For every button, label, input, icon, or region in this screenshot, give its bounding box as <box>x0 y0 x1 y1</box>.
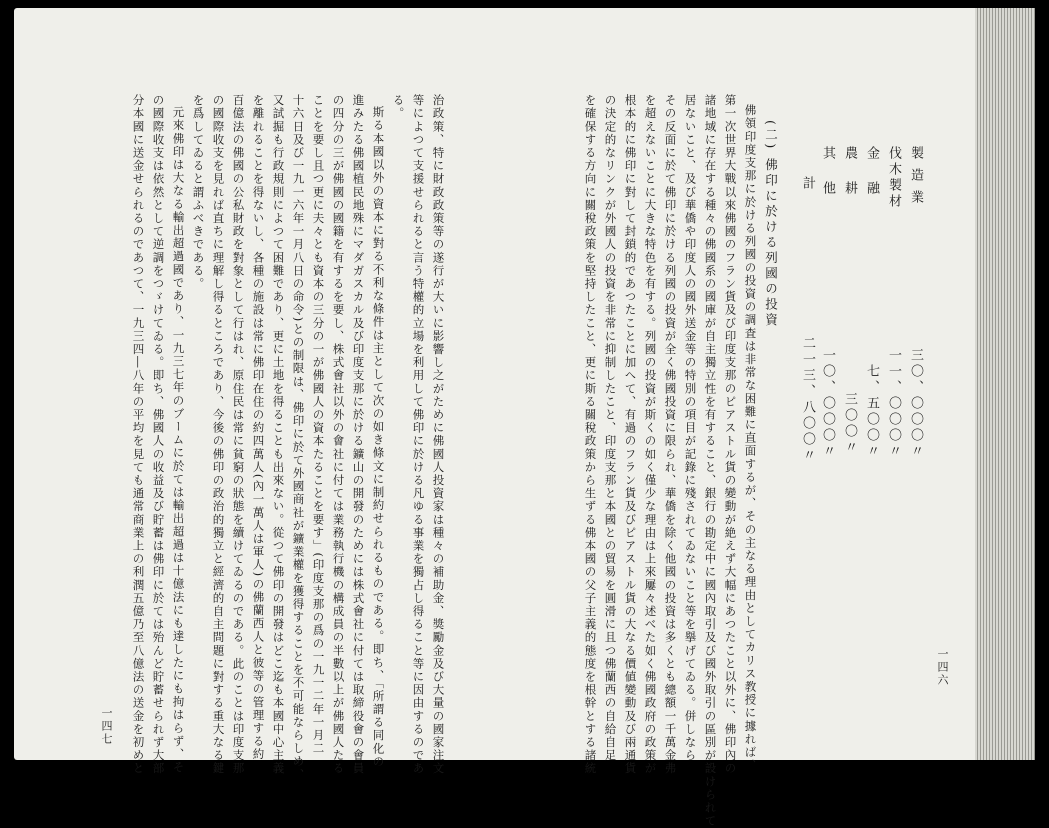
table-label: 計 <box>800 176 815 198</box>
text-column: る。 <box>391 94 406 121</box>
table-value: 二一三、八〇〇〃 <box>800 336 815 464</box>
text-column: 第一次世界大戰以來佛國のフラン貨及び印度支那のピアストル貨の變動が絶えず大幅にあつたこと以外に、佛印內の <box>723 94 738 776</box>
right-page <box>516 8 1035 828</box>
text-column: 諸地域に存在する種々の佛國系の國庫が自主獨立性を有すること、銀行の勘定中に國內取引及び國外取引の區別が設けられて <box>703 94 718 828</box>
left-page <box>14 8 516 782</box>
text-column: 根本的に佛印に對して封鎖的であつたことに加へて、有過のフラン貨及びピアストル貨の大なる價値變動及び兩通貨 <box>623 94 638 776</box>
text-column: 分本國に送金せられるのであつて、一九三四―八年の平均を見ても通常商業上の利潤五億乃至八億法の送金を初めと <box>131 94 146 776</box>
text-column: 佛領印度支那に於ける列國の投資の調査は非常な困難に直面するが、その主なる理由としてカリス教授に據れば、 <box>743 104 758 773</box>
page-number: 一四六 <box>936 648 949 687</box>
text-column: を爲してゐると謂ふべきである。 <box>191 94 206 291</box>
text-column: 斯る本國以外の資本に對る不利な條件は主として次の如き條文に制約せられるものである。即ち、「所謂る同化の <box>371 106 386 769</box>
text-column: の國際收支は依然として逆調をつゞけてゐる。即ち、佛國人の收益及び貯蓄は佛印に於ては殆んど貯蓄せられず大部 <box>151 94 166 776</box>
text-column: その反面に於て佛印に於ける列國の投資が全く佛國投資に限られ、華僑を除く他國の投資は多くとも總額一千萬金弗 <box>663 94 678 776</box>
text-column: を離れることを得ないし、各種の施設は常に佛印在住の約四萬人(內一萬人は軍人)の佛蘭西人と彼等の管理する約 <box>251 94 266 762</box>
text-column: 進みたる佛國植民地殊にマダガスカル及び印度支那に於ける鑛山の開發のためには株式會社に付ては取締役會の會員 <box>351 94 366 776</box>
table-label: 伐木製材 <box>886 146 901 210</box>
table-label: 其他 <box>820 146 835 216</box>
table-value: 三〇〇〃 <box>842 392 857 456</box>
page-edge <box>975 8 1035 760</box>
text-column: の決定的なリンクが外國人の投資を非常に抑制したこと、印度支那と本國との貿易を圓滑に且つ佛蘭西の自給自足 <box>603 94 618 763</box>
table-label: 農耕 <box>842 146 857 216</box>
table-value: 一一、〇〇〇〃 <box>886 348 901 460</box>
text-column: ことを要し且つ更に夫々とも資本の三分の一が佛國人の資本たることを要す」(印度支那の爲の一九一二年一月二 <box>311 94 326 756</box>
text-column: 元來佛印は大なる輸出超過國であり、一九三七年のブームに於ては輸出超過は十億法にも達したにも拘はらず、そ <box>171 106 186 775</box>
text-column: 十六日及び一九一六年一月八日の命令)との制限は、佛印に於て外國商社が鑛業權を獲得することを不可能ならしめ、 <box>291 94 306 782</box>
table-label: 金融 <box>864 146 879 216</box>
text-column: を超えないことに大きな特色を有する。列國の投資が斯くの如く僅少な理由は上來屢々述べた如く佛國政府の政策が <box>643 94 658 776</box>
table-value: 一〇、〇〇〇〃 <box>820 348 835 460</box>
section-title: (二) 佛印に於ける列國の投資 <box>763 120 779 329</box>
table-value: 三〇、〇〇〇〃 <box>908 348 923 460</box>
table-label: 製造業 <box>908 146 923 212</box>
text-column: 又試掘も行政規則によつて困難であり、更に土地を得ることも出來ない。從つて佛印の開發はどこ迄も本國中心主義 <box>271 94 286 776</box>
text-column: 治政策、特に財政政策等の遂行が大いに影響し之がために佛國人投資家は種々の補助金、獎勵金及び大量の國家注文 <box>431 94 446 776</box>
text-column: 百億法の佛國の公私財政を對象として行はれ、原住民は常に貧窮の狀態を續けてゐるのである。此のことは印度支那 <box>231 94 246 776</box>
text-column: 居ないこと、及び華僑や印度人の國外送金等の特別の項目が記錄に殘されてゐないこと等を擧げてゐる。併しなら <box>683 94 698 763</box>
text-column: の四分の三が佛國の國籍を有するを要し、株式會社以外の會社に付ては業務執行機の構成員の半數以上が佛國人たる <box>331 94 346 776</box>
text-column: 等によつて支援せられると言う特權的立場を利用して佛印に於ける凡ゆる事業を獨占し得ること等に因由するのであ <box>411 94 426 776</box>
page-number: 一四七 <box>100 707 113 746</box>
table-value: 七、五〇〇〃 <box>864 364 879 460</box>
text-column: を確保する方向に關稅政策を堅持したこと、更に斯る關稅政策から生ずる佛本國の父子主義的態度を根幹とする諸統 <box>583 94 598 776</box>
text-column: の國際收支を見れば直ちに理解し得るところであり、今後の佛印の政治的獨立と經濟的自主問題に對する重大なる鍵 <box>211 94 226 776</box>
